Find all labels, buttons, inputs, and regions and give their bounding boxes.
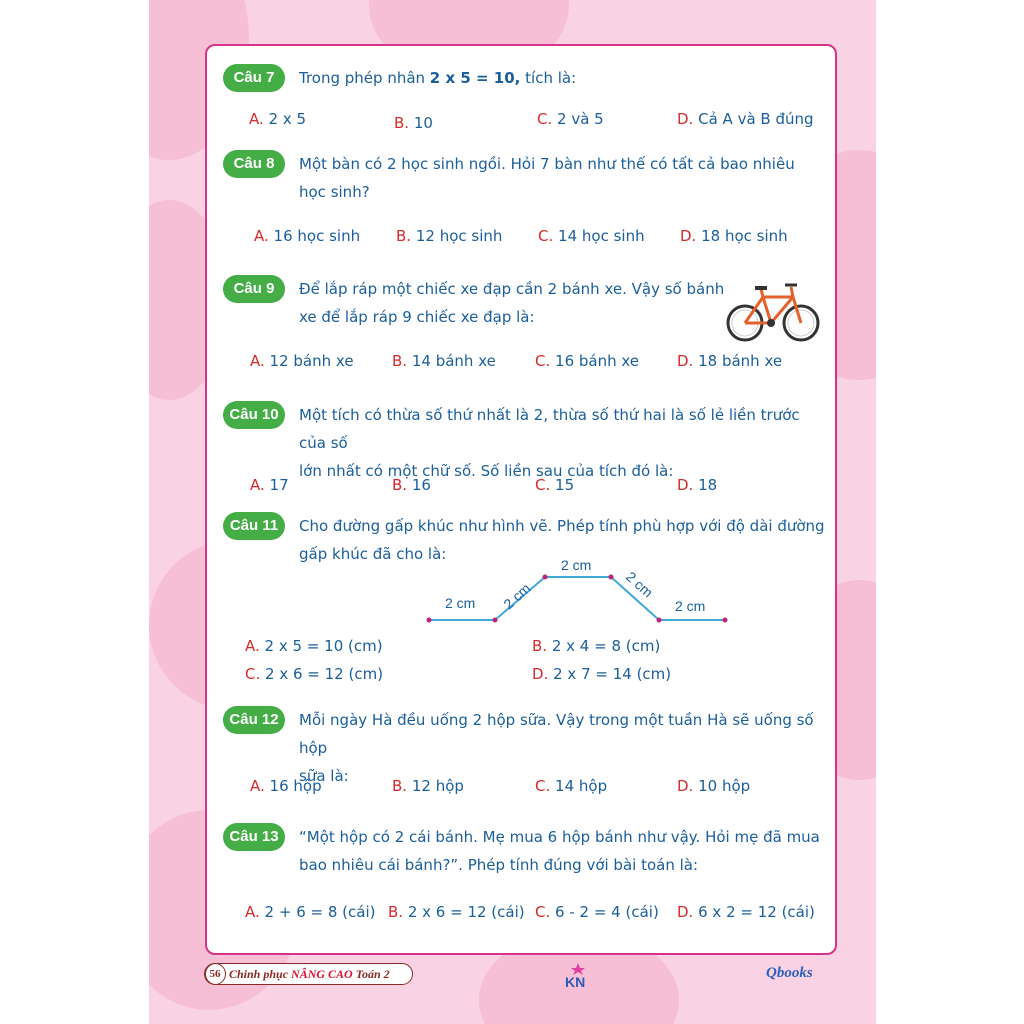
segment-label: 2 cm <box>561 557 592 573</box>
option-b[interactable]: B. 12 hộp <box>392 777 464 795</box>
option-c[interactable]: C. 16 bánh xe <box>535 352 640 370</box>
question-badge: Câu 12 <box>223 706 285 734</box>
question-text: Trong phép nhân 2 x 5 = 10, tích là: <box>299 69 577 87</box>
question-badge: Câu 8 <box>223 150 285 178</box>
option-a[interactable]: A. 17 <box>250 476 289 494</box>
question-text: Mỗi ngày Hà đều uống 2 hộp sữa. Vậy trong một tuần Hà sẽ uống số hộp sữa là: <box>299 711 814 785</box>
question-text: Cho đường gấp khúc như hình vẽ. Phép tính phù hợp với độ dài đường gấp khúc đã cho là: <box>299 517 825 563</box>
segment-label: 2 cm <box>500 580 534 613</box>
question-badge: Câu 11 <box>223 512 285 540</box>
question-card <box>205 44 837 955</box>
publisher-logo: KN <box>563 963 593 991</box>
option-a[interactable]: A. 12 bánh xe <box>250 352 354 370</box>
option-d[interactable]: D. 10 hộp <box>677 777 751 795</box>
segment-label: 2 cm <box>622 568 657 601</box>
option-a[interactable]: A. 2 + 6 = 8 (cái) <box>245 903 376 921</box>
question-text: Để lắp ráp một chiếc xe đạp cần 2 bánh xe. Vậy số bánh xe để lắp ráp 9 chiếc xe đạp là: <box>299 280 725 326</box>
qbooks-logo: Qbooks <box>766 965 813 981</box>
question-badge: Câu 10 <box>223 401 285 429</box>
segment-label: 2 cm <box>445 595 476 611</box>
option-d[interactable]: D. 18 <box>677 476 718 494</box>
option-b[interactable]: B. 10 <box>394 114 433 132</box>
option-b[interactable]: B. 12 học sinh <box>396 227 503 245</box>
option-a[interactable]: A. 2 x 5 = 10 (cm) <box>245 637 383 655</box>
question-text: Một tích có thừa số thứ nhất là 2, thừa số thứ hai là số lẻ liền trước của số lớn nhất có một chữ số. Số liền sau của tích đó là: <box>299 406 800 480</box>
option-a[interactable]: A. 16 học sinh <box>254 227 361 245</box>
option-c[interactable]: C. 2 và 5 <box>537 110 604 128</box>
option-c[interactable]: C. 14 hộp <box>535 777 608 795</box>
option-d[interactable]: D. 18 học sinh <box>680 227 788 245</box>
option-b[interactable]: B. 2 x 4 = 8 (cm) <box>532 637 661 655</box>
option-a[interactable]: A. 16 hộp <box>250 777 322 795</box>
question-text: Một bàn có 2 học sinh ngồi. Hỏi 7 bàn như thế có tất cả bao nhiêu học sinh? <box>299 155 795 201</box>
option-d[interactable]: D. 18 bánh xe <box>677 352 783 370</box>
page-footer <box>149 955 876 995</box>
book-title-banner: 56 Chinh phục NÂNG CAO Toán 2 <box>205 963 413 985</box>
option-c[interactable]: C. 6 - 2 = 4 (cái) <box>535 903 659 921</box>
option-b[interactable]: B. 2 x 6 = 12 (cái) <box>388 903 525 921</box>
option-b[interactable]: B. 14 bánh xe <box>392 352 496 370</box>
option-c[interactable]: C. 2 x 6 = 12 (cm) <box>245 665 384 683</box>
option-d[interactable]: D. Cả A và B đúng <box>677 110 814 128</box>
option-a[interactable]: A. 2 x 5 <box>249 110 307 128</box>
polyline-figure <box>419 556 739 626</box>
segment-label: 2 cm <box>675 598 706 614</box>
question-badge: Câu 13 <box>223 823 285 851</box>
book-page <box>149 0 876 1024</box>
question-badge: Câu 9 <box>223 275 285 303</box>
option-b[interactable]: B. 16 <box>392 476 431 494</box>
option-d[interactable]: D. 6 x 2 = 12 (cái) <box>677 903 815 921</box>
page-number: 56 <box>204 963 226 985</box>
question-text: “Một hộp có 2 cái bánh. Mẹ mua 6 hộp bánh như vậy. Hỏi mẹ đã mua bao nhiêu cái bánh?”. Phép tính đúng với bài toán là: <box>299 828 820 874</box>
option-d[interactable]: D. 2 x 7 = 14 (cm) <box>532 665 672 683</box>
question-badge: Câu 7 <box>223 64 285 92</box>
option-c[interactable]: C. 15 <box>535 476 575 494</box>
bicycle-icon <box>725 275 821 345</box>
option-c[interactable]: C. 14 học sinh <box>538 227 645 245</box>
